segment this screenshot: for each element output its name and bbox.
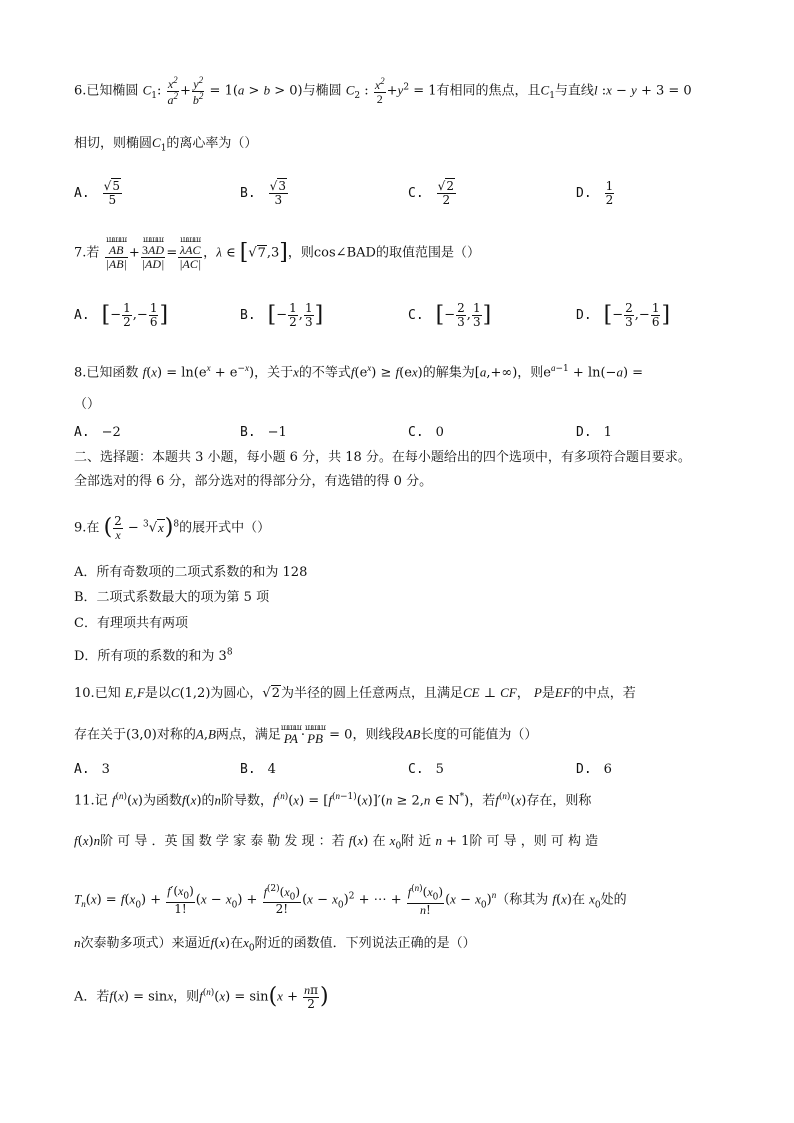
text: 已知椭圆 [86,83,139,99]
q11-option-a: A．若f(x) = sinx，则$f^{(n)}(x) = \sin(x$ + $\frac{n\pi}{2}$ ) [74,983,329,1011]
text: 记 [94,793,108,809]
text: 则cos∠BAD的取值范围是（） [300,245,480,261]
text: ，则 [517,365,544,381]
q10-option-b: B. 4 [240,762,276,777]
q10-option-c: C. 5 [408,762,444,777]
text: 存在关于 [74,727,127,743]
text: 两点，满足 [215,727,281,743]
text: ，若 [469,793,496,809]
question-8-line-1: 8.已知函数 $f(x) = \ln(e^x + e^{-x})$，关于x的不等式$f(e^x) \ge f(ex)$的解集为[a,+∞)，则$e^{a-1} + \ln(-a)$ = [74,363,644,381]
text: ， [516,686,530,701]
q6-option-a: A. $\frac{√5}{5}$ [74,179,120,207]
section-heading-line-2: 全部选对的得 6 分，部分选对的得部分分，有选错的得 0 分。 [74,474,433,489]
question-number: 9. [74,520,87,536]
question-number: 7. [74,245,87,261]
question-number: 10. [74,686,95,701]
text: 是以 [144,686,171,701]
text: 为圆心， [210,686,263,701]
text: 存在，则称 [526,793,592,809]
text: 的离心率为（） [166,136,258,151]
text: 的不等式 [298,365,351,381]
q7-option-c: C. [− $\frac{2}{3}$ , $\frac{1}{3}$ ] [408,301,492,329]
text: 的展开式中（） [179,520,271,536]
question-6-line-1: 6.已知椭圆 $C_1$: $\frac{x^2}{a^2}$ + $\frac{y^2}{b^2}$ = 1(a > b > 0)与椭圆 $C_2$ : $\frac{x^2}{2}$ $+y^2 = 1$有相同的焦点，且$C_1$与直线l :x − y + 3 = 0 [74,75,692,107]
question-6-line-2: 相切，则椭圆$C_1$的离心率为（） [74,135,258,154]
text: 在 [230,936,244,951]
text: 处的 [600,892,627,908]
question-number: 8. [74,365,87,381]
question-10-line-1: 10.已知 E,F是以C(1,2)为圆心，√2为半径的圆上任意两点，且满足CE ⊥ CF， P是EF的中点，若 [74,685,636,701]
q9-option-b: B．二项式系数最大的项为第 5 项 [74,590,270,605]
q7-option-d: D. [− $\frac{2}{3}$ ,− $\frac{1}{6}$ ] [576,301,671,329]
text: 在 [372,834,386,849]
question-11-line-1: 11.记 $f^{(n)}(x)$为函数f(x)的n阶导数，$f^{(n)}(x) = [f^{(n-1)}(x)]'(n \ge 2,n$ ∈ N*)，若$f^{(n)}(x)$存在，则称 [74,791,592,809]
q7-option-b: B. [− $\frac{1}{2}$ , $\frac{1}{3}$ ] [240,301,324,329]
q9-option-a: A．所有奇数项的二项式系数的和为 128 [74,565,308,580]
question-11-line-2: f(x)n阶 可 导 ．英 国 数 学 家 泰 勒 发 现 ：若 f(x) 在 $x_0$附 近 n + 1阶 可 导 ，则 可 构 造 [74,833,599,852]
question-7-line-1: 7.若 ꟺꟺꟺ AB |AB| + ꟺꟺꟺ 3AD |AD| = ꟺꟺꟺ λAC |AC| ，λ ∈ [√7,3]，则cos∠BAD的取值范围是（） [74,235,480,271]
text: 阶 可 导 ，则 可 构 造 [469,834,599,849]
question-number: 11. [74,793,95,809]
text: 阶 可 导 ．英 国 数 学 家 泰 勒 发 现 ：若 [100,834,345,849]
text: 长度的可能值为（） [420,727,538,743]
text: 对称的 [156,727,196,743]
q9-option-d: D．所有项的系数的和为 $3^8$ [74,647,233,664]
question-10-line-2: 存在关于(3,0)对称的A,B两点，满足 ꟺꟺꟺ PA · ꟺꟺꟺ PB = 0，则线段AB长度的可能值为（） [74,723,538,746]
q8-option-a: A. −2 [74,425,121,440]
question-8-line-2 [74,398,100,412]
text: ，关于 [254,365,294,381]
text: 的 [201,793,215,809]
text: 有相同的焦点，且 [436,83,541,99]
text: 相切，则椭圆 [74,136,153,151]
text: 阶导数， [221,793,274,809]
text: A．若 [74,989,110,1005]
text: 若 [86,245,100,261]
text: ，则 [173,989,200,1005]
text: 已知函数 [86,365,139,381]
q7-option-a: A. [− $\frac{1}{2}$ ,− $\frac{1}{6}$ ] [74,301,169,329]
q6-option-c: C. $\frac{√2}{2}$ [408,179,454,207]
q9-option-c: C．有理项共有两项 [74,616,188,631]
text: 为函数 [142,793,182,809]
text: 在 [86,520,100,536]
text: 与椭圆 [302,83,342,99]
text: 附近的函数值．下列说法正确的是（） [254,936,476,951]
text: 与直线 [554,83,594,99]
q8-option-d: D. 1 [576,425,612,440]
q8-option-b: B. −1 [240,425,287,440]
text: 在 [571,892,585,908]
question-9-line-1: 9.在 ( $\frac{2}{x}$ − $^3$√x)$^8$的展开式中（） [74,514,271,542]
text: 的中点，若 [570,686,636,701]
text: ，则线段 [352,727,405,743]
question-number: 6. [74,83,87,99]
q6-option-d: D. $\frac{1}{2}$ [576,179,614,207]
text: 已知 [94,686,121,701]
text: 的解集为 [422,365,475,381]
q10-option-a: A. 3 [74,762,110,777]
text: 是 [541,686,555,701]
question-11-line-4: n次泰勒多项式）来逼近f(x)在$x_0$附近的函数值．下列说法正确的是（） [74,935,476,954]
text: 为半径的圆上任意两点，且满足 [281,686,464,701]
text: （称其为 [496,892,549,908]
q10-option-d: D. 6 [576,762,612,777]
question-11-line-3: $T_n(x) = f(x_0)$ + $\frac{f'(x_0)}{1!}$ $(x - x_0)$ + $\frac{f^{(2)}(x_0)}{2!}$ $(x - x_0)^2$ + ⋯ + $\frac{f^{(n)}(x_0)}{n!}$ $(x - x_0)^n$（称其为 f(x)在 $x_0$处的 [74,883,627,917]
text: 次泰勒多项式）来逼近 [80,936,211,951]
section-heading-line-1: 二、选择题：本题共 3 小题，每小题 6 分，共 18 分。在每小题给出的四个选项中，有多项符合题目要求。 [74,450,691,465]
text: 附 近 [401,834,432,849]
q8-option-c: C. 0 [408,425,444,440]
q6-option-b: B. $\frac{√3}{3}$ [240,179,286,207]
text: （） [74,397,101,412]
